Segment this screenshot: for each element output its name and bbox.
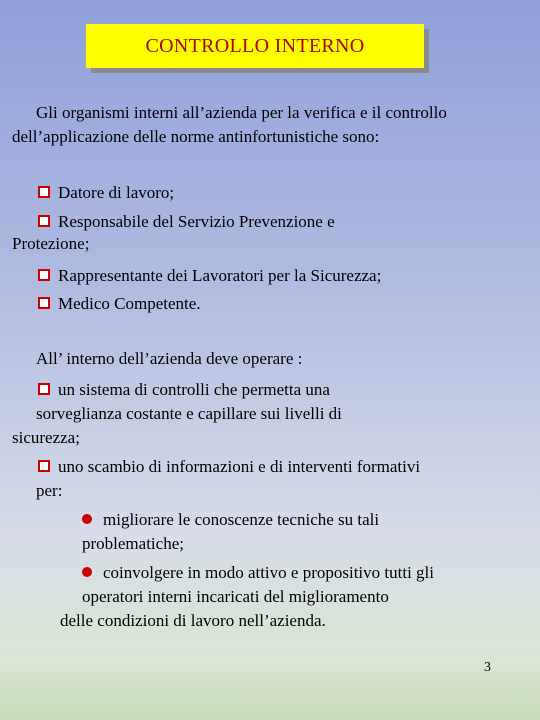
sub-list-item-label: coinvolgere in modo attivo e propositivo tutti gli: [103, 563, 434, 582]
page-number: 3: [484, 660, 491, 675]
list-item-label: Rappresentante dei Lavoratori per la Sicurezza;: [58, 266, 382, 285]
intro-line-2: dell’applicazione delle norme antinfortunistiche sono:: [12, 127, 380, 146]
list-item-continuation: sicurezza;: [12, 428, 80, 447]
square-bullet-icon: [38, 297, 50, 309]
square-bullet-icon: [38, 269, 50, 281]
slide-title: CONTROLLO INTERNO: [145, 34, 365, 57]
dot-bullet-icon: [82, 567, 92, 577]
list-item-label: un sistema di controlli che permetta una: [58, 380, 330, 399]
list-item: [38, 293, 201, 315]
list-item-label: Medico Competente.: [58, 294, 201, 313]
sub-list-item: [82, 562, 434, 584]
list-item-continuation: sorveglianza costante e capillare sui livelli di: [36, 404, 342, 423]
intro-line-1: Gli organismi interni all’azienda per la verifica e il controllo: [36, 103, 447, 122]
list-item-continuation: per:: [36, 481, 63, 500]
list-item-label: uno scambio di informazioni e di interventi formativi: [58, 457, 421, 476]
sub-list-item: [82, 509, 379, 531]
list-item: [38, 379, 330, 401]
list-item: [38, 182, 174, 204]
list-item: [38, 456, 420, 478]
square-bullet-icon: [38, 460, 50, 472]
list-item-label: Responsabile del Servizio Prevenzione e: [58, 212, 335, 231]
slide-title-box: [86, 24, 424, 68]
list-item-continuation: Protezione;: [12, 234, 90, 253]
square-bullet-icon: [38, 383, 50, 395]
list-item-label: Datore di lavoro;: [58, 183, 175, 202]
list-item: [38, 265, 381, 287]
sub-list-item-continuation: delle condizioni di lavoro nell’azienda.: [60, 611, 326, 630]
sub-list-item-continuation: operatori interni incaricati del miglioramento: [82, 587, 389, 606]
dot-bullet-icon: [82, 514, 92, 524]
sub-list-item-label: migliorare le conoscenze tecniche su tali: [103, 510, 380, 529]
square-bullet-icon: [38, 186, 50, 198]
list-item: [38, 211, 335, 233]
sub-list-item-continuation: problematiche;: [82, 534, 184, 553]
square-bullet-icon: [38, 215, 50, 227]
section-heading: All’ interno dell’azienda deve operare :: [36, 349, 303, 368]
